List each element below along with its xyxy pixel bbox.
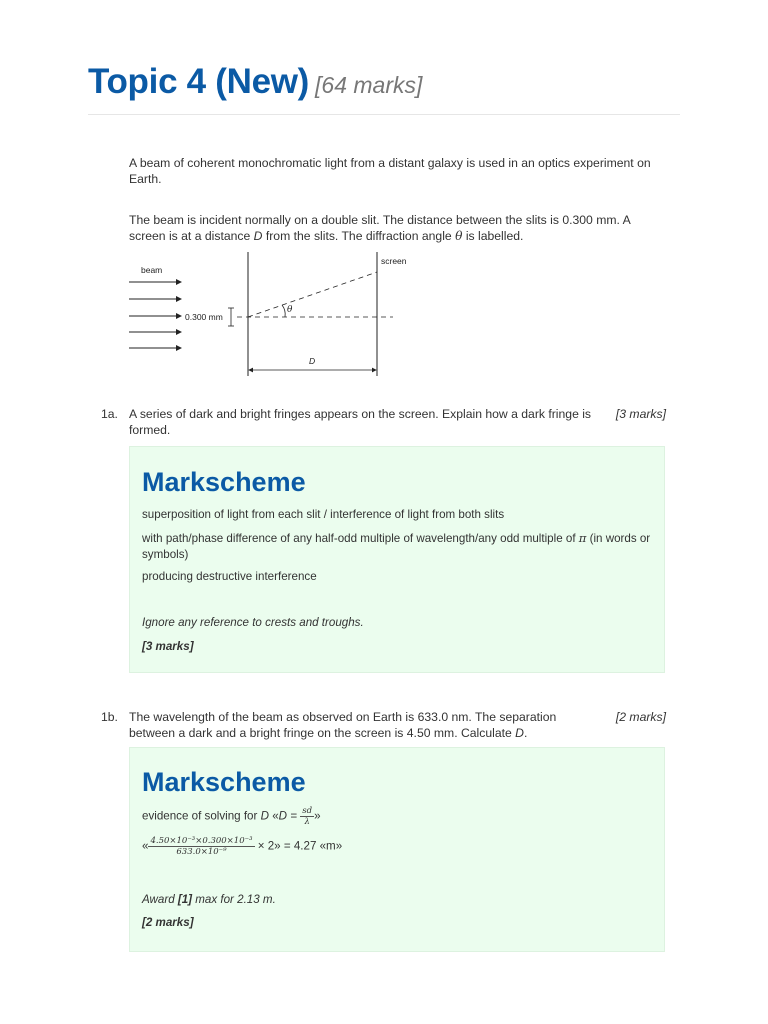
question-1b-number: 1b.: [101, 710, 118, 724]
markscheme-1a-line-2: with path/phase difference of any half-odd multiple of wavelength/any odd multiple of π (in words or symbols): [142, 531, 651, 561]
markscheme-1a: [129, 446, 665, 673]
page-title: [88, 62, 422, 102]
markscheme-1a-title: Markscheme: [142, 467, 306, 497]
pi-symbol: π: [578, 531, 587, 545]
angle-theta-label: θ: [287, 305, 293, 315]
question-1b-text: The wavelength of the beam as observed on Earth is 633.0 nm. The separation between a dark and a bright fringe on the screen is 4.50 mm. Calculate D.: [129, 710, 557, 740]
question-1a-text: A series of dark and bright fringes appears on the screen. Explain how a dark fringe is formed.: [129, 407, 592, 437]
screen-label: screen: [381, 256, 407, 266]
question-1a-number: 1a.: [101, 407, 118, 421]
distance-d-label: D: [309, 356, 316, 366]
markscheme-1b-marks: [2 marks]: [142, 916, 194, 929]
intro-paragraph-1: A beam of coherent monochromatic light from a distant galaxy is used in an optics experiment on Earth.: [129, 156, 651, 186]
markscheme-1b: [129, 747, 665, 952]
calculation-fraction: $\frac{\text{4.50×10⁻³×0.300×10⁻³}}{\text{633.0×10⁻⁹}}$: [150, 836, 253, 857]
intro-paragraph-2: The beam is incident normally on a double slit. The distance between the slits is 0.300 mm. A screen is at a distance D from the slits. The diffraction angle θ is labelled.: [129, 213, 631, 243]
var-d: D: [253, 229, 263, 243]
markscheme-1b-award: Award [1] max for 2.13 m.: [142, 893, 276, 906]
topic-title: Topic 4 (New): [88, 62, 310, 101]
title-divider: [88, 114, 680, 115]
total-marks: [64 marks]: [315, 72, 423, 98]
question-1a-marks: [3 marks]: [615, 407, 666, 421]
var-theta: θ: [455, 229, 463, 243]
beam-arrows: [129, 282, 181, 348]
diffraction-ray: [248, 272, 377, 317]
slit-separation-bracket: [228, 308, 234, 326]
beam-label: beam: [141, 265, 163, 275]
markscheme-1b-title: Markscheme: [142, 767, 306, 797]
double-slit-diagram: [125, 250, 410, 382]
markscheme-1a-line-3: producing destructive interference: [142, 570, 317, 583]
markscheme-1a-note: Ignore any reference to crests and troughs.: [142, 616, 364, 629]
formula-fraction: $\frac{sd}{\lambda}$: [302, 806, 313, 827]
var-d: D: [515, 726, 524, 740]
slit-separation-label: 0.300 mm: [185, 312, 223, 322]
question-1b-marks: [2 marks]: [615, 710, 666, 724]
markscheme-1a-line-1: superposition of light from each slit / interference of light from both slits: [142, 508, 505, 521]
angle-arc: [282, 305, 285, 317]
markscheme-1b-line-1: evidence of solving for D «D = $\frac{sd}{\lambda}$ »: [142, 806, 321, 827]
markscheme-1b-line-2: « $\frac{\text{4.50×10⁻³×0.300×10⁻³}}{\text{633.0×10⁻⁹}}$ × 2» = 4.27 «m»: [142, 836, 343, 857]
markscheme-1a-marks: [3 marks]: [142, 640, 194, 653]
